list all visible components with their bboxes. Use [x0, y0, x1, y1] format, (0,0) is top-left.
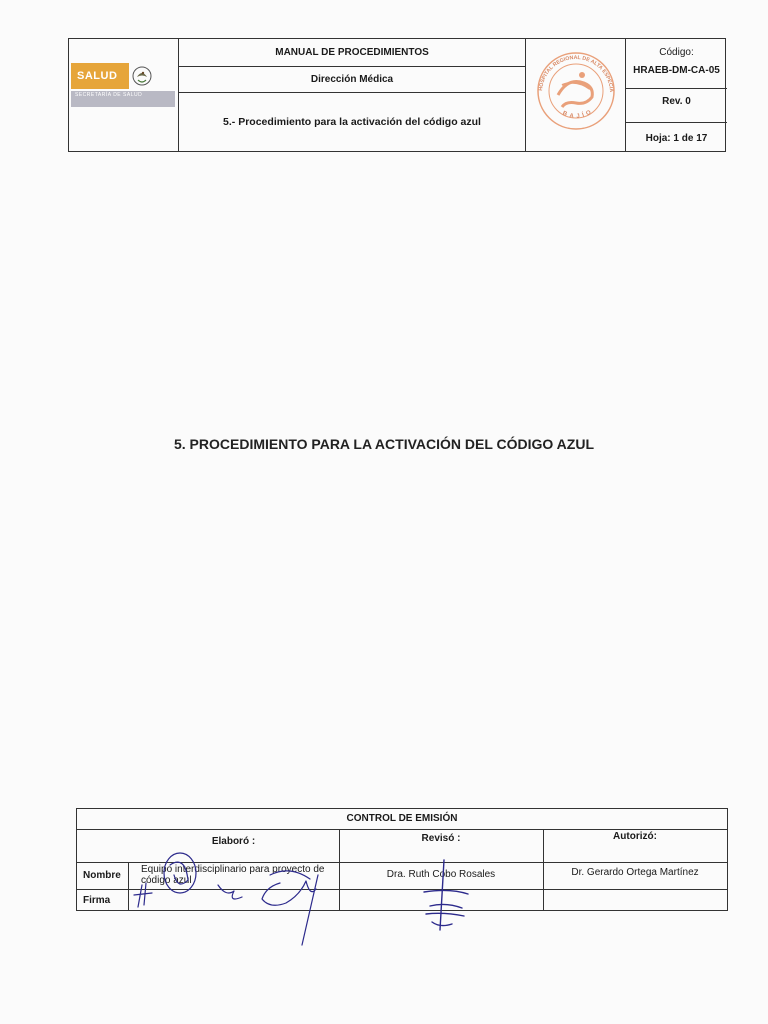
- manual-title: MANUAL DE PROCEDIMIENTOS: [275, 47, 429, 58]
- hospital-seal-icon: [532, 49, 620, 131]
- svg-text:BAJÍO: [562, 108, 595, 120]
- document-title: 5. PROCEDIMIENTO PARA LA ACTIVACIÓN DEL CÓDIGO AZUL: [173, 436, 594, 452]
- column-elaboro: Elaboró :: [211, 836, 256, 847]
- code-value: HRAEB-DM-CA-05: [633, 64, 720, 76]
- revision-number: Rev. 0: [662, 95, 691, 107]
- salud-logo: [71, 63, 175, 109]
- document-header: [68, 38, 726, 152]
- department-name: Dirección Médica: [310, 74, 394, 85]
- name-elaboro: Equipo interdisciplinario para proyecto de código azul: [141, 864, 325, 886]
- seal-bottom-text: BAJÍO: [561, 108, 596, 120]
- name-reviso: Dra. Ruth Cobo Rosales: [386, 869, 496, 880]
- row-label-nombre: Nombre: [83, 870, 121, 881]
- mexico-coat-of-arms-icon: [131, 65, 153, 87]
- control-title: CONTROL DE EMISIÓN: [346, 813, 458, 824]
- signature-elaboro-image: [130, 845, 350, 955]
- name-autorizo: Dr. Gerardo Ortega Martínez: [571, 867, 699, 878]
- column-reviso: Revisó :: [421, 833, 461, 844]
- signature-reviso-image: [410, 858, 480, 938]
- column-autorizo: Autorizó:: [613, 831, 657, 842]
- seal-ring-text: HOSPITAL REGIONAL DE ALTA ESPECIA: [538, 54, 615, 93]
- salud-logo-text: SALUD: [71, 63, 129, 89]
- procedure-title: 5.- Procedimiento para la activación del código azul: [223, 116, 481, 128]
- code-label: Código:: [659, 46, 694, 58]
- row-label-firma: Firma: [83, 895, 111, 906]
- secretaria-logo-text: SECRETARÍA DE SALUD: [71, 91, 175, 107]
- page-number: Hoja: 1 de 17: [645, 132, 708, 144]
